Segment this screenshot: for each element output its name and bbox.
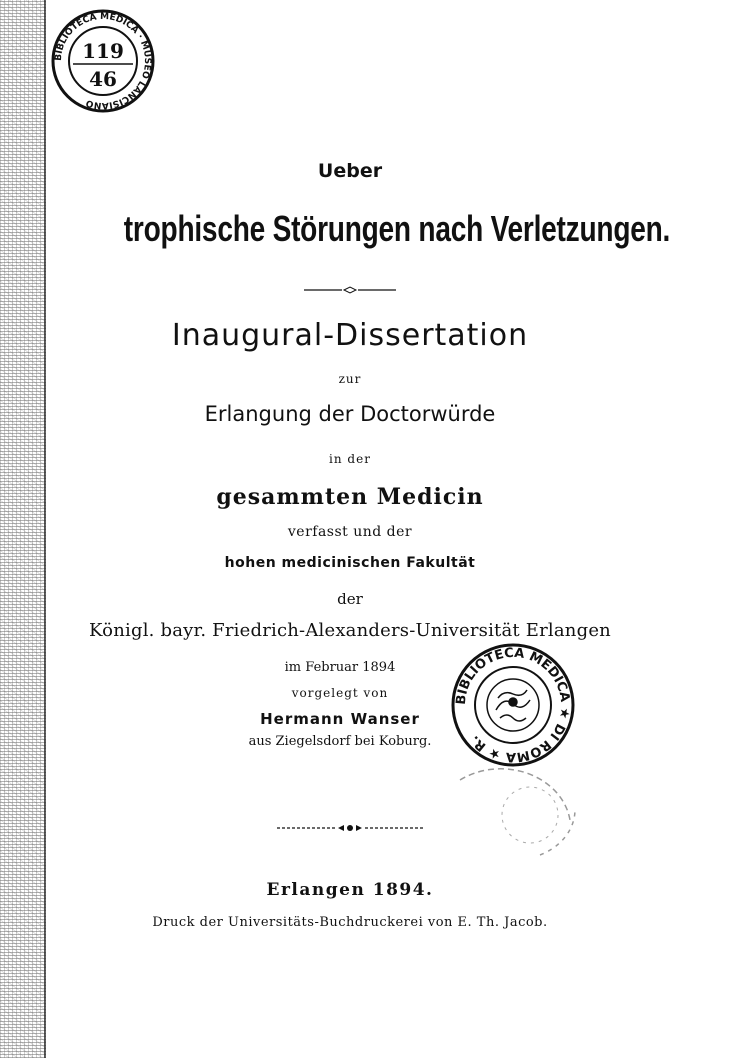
- page-title: trophische Störungen nach Verletzungen.: [123, 208, 671, 249]
- binding-edge-line: [44, 0, 46, 1058]
- imprint-printer: Druck der Universitäts-Buchdruckerei von E. Th. Jacob.: [152, 915, 548, 930]
- faint-stamp-impression: [420, 760, 580, 870]
- inaugural-heading: Inaugural-Dissertation: [171, 318, 529, 353]
- medicin-line: gesammten Medicin: [216, 484, 484, 510]
- verfasst-line: verfasst und der: [287, 524, 413, 540]
- stamp-emblem: [487, 679, 539, 731]
- vorgelegt-line: vorgelegt von: [291, 686, 389, 700]
- ueber-line: Ueber: [317, 160, 383, 182]
- library-stamp-right: [448, 640, 578, 770]
- top-stamp-number-2: 46: [89, 67, 117, 91]
- erlangung-line: Erlangung der Doctorwürde: [204, 402, 496, 426]
- imprint-place-year: Erlangen 1894.: [266, 880, 434, 900]
- top-stamp-ring-text: BIBLIOTECA MEDICA · MUSEO LANCISIANO: [53, 11, 153, 111]
- title-ornament: [60, 286, 640, 294]
- der-line: der: [337, 590, 363, 608]
- binding-edge: [0, 0, 46, 1058]
- in-der-line: in der: [329, 452, 371, 466]
- bottom-ornament: [60, 818, 640, 828]
- author-origin: aus Ziegelsdorf bei Koburg.: [248, 734, 432, 749]
- datum-line: im Februar 1894: [284, 660, 396, 675]
- zur-line: zur: [338, 372, 362, 386]
- fakultaet-line: hohen medicinischen Fakultät: [224, 555, 476, 571]
- library-stamp-top: [48, 6, 158, 116]
- author-name: Hermann Wanser: [260, 710, 420, 728]
- top-stamp-number-1: 119: [82, 39, 124, 63]
- universitaet-line: Königl. bayr. Friedrich-Alexanders-Universität Erlangen: [89, 620, 611, 641]
- right-stamp-ring-text: BIBLIOTECA MEDICA ★ DI ROMA ★ R.: [453, 645, 573, 765]
